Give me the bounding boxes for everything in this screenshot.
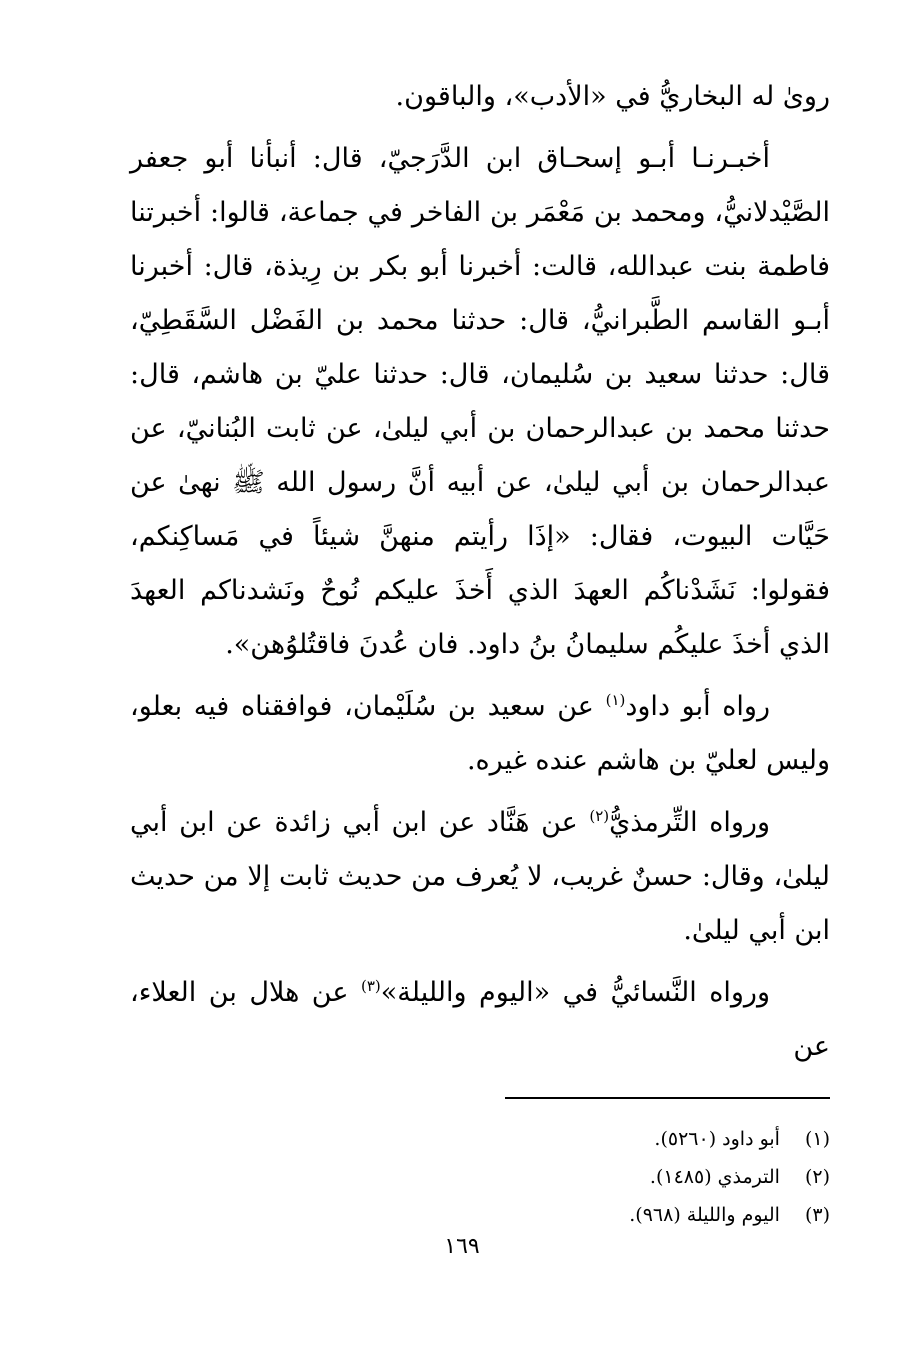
footnote-1 bbox=[500, 1120, 830, 1158]
footnote-3 bbox=[500, 1196, 830, 1234]
footnote-ref-3[interactable]: (٣) bbox=[360, 977, 381, 995]
paragraph-1: رویٰ له البخاريُّ في «الأدب»، والباقون. bbox=[395, 81, 830, 112]
paragraph-5: ورواه النَّسائيُّ في «اليوم والليلة»$^{(٣)}$ عن هلال بن العلاء، عن bbox=[130, 977, 830, 1062]
paragraph-3: رواه أبو داود$^{(١)}$ عن سعيد بن سُلَيْمان، فوافقناه فيه بعلو، وليس لعليّ بن هاشم عنده غيره. bbox=[130, 691, 830, 776]
footnote-ref-1[interactable]: (١) bbox=[605, 691, 626, 709]
paragraph-2: أخبـرنـا أبـو إسحـاق ابن الدَّرَجيّ، قال: أنبأنا أبو جعفر الصَّيْدلانيُّ، ومحمد بن مَعْمَر بن الفاخر في جماعة، قالوا: أخبرتنا فاطمة بنت عبدالله، قالت: أخبرنا أبو بكر بن رِيذة، قال: أخبرنا أبـو القاسم الطَّبرانيُّ، قال: حدثنا محمد بن الفَضْل السَّقَطِيّ، قال: حدثنا سعيد بن سُليمان، قال: حدثنا عليّ بن هاشم، قال: حدثنا محمد بن عبدالرحمان بن أبي ليلىٰ، عن ثابت البُنانيّ، عن عبدالرحمان بن أبي ليلىٰ، عن أبيه أنَّ رسول الله ﷺ نهىٰ عن حَيَّات البيوت، فقال: «إذَا رأيتم منهنَّ شيئاً في مَساكِنكم، فقولوا: نَشَدْناكُم العهدَ الذي أَخذَ عليكم نُوحٌ ونَشدناكم العهدَ الذي أخذَ عليكُم سليمانُ بنُ داود. فان عُدنَ فاقتُلوُهن». bbox=[130, 143, 830, 660]
footnote-text: الترمذي (١٤٨٥). bbox=[649, 1166, 780, 1188]
paragraph-4: ورواه التِّرمذيُّ$^{(٢)}$ عن هَنَّاد عن ابن أبي زائدة عن ابن أبي ليلىٰ، وقال: حسنٌ غريب، لا يُعرف من حديث ثابت إلا من حديث ابن أبي ليلىٰ. bbox=[130, 807, 830, 946]
footnote-number: (١) bbox=[804, 1128, 830, 1150]
footnote-2 bbox=[500, 1158, 830, 1196]
footnote-text: أبو داود (٥٢٦٠). bbox=[654, 1128, 780, 1150]
page-number: ١٦٩ bbox=[444, 1234, 480, 1259]
footnote-divider bbox=[505, 1097, 830, 1099]
footnote-number: (٢) bbox=[804, 1166, 830, 1188]
footnote-text: اليوم والليلة (٩٦٨). bbox=[629, 1204, 780, 1226]
main-text bbox=[130, 70, 830, 1082]
footnote-number: (٣) bbox=[804, 1204, 830, 1226]
footnote-ref-2[interactable]: (٢) bbox=[589, 807, 610, 825]
footnotes bbox=[500, 1120, 830, 1234]
